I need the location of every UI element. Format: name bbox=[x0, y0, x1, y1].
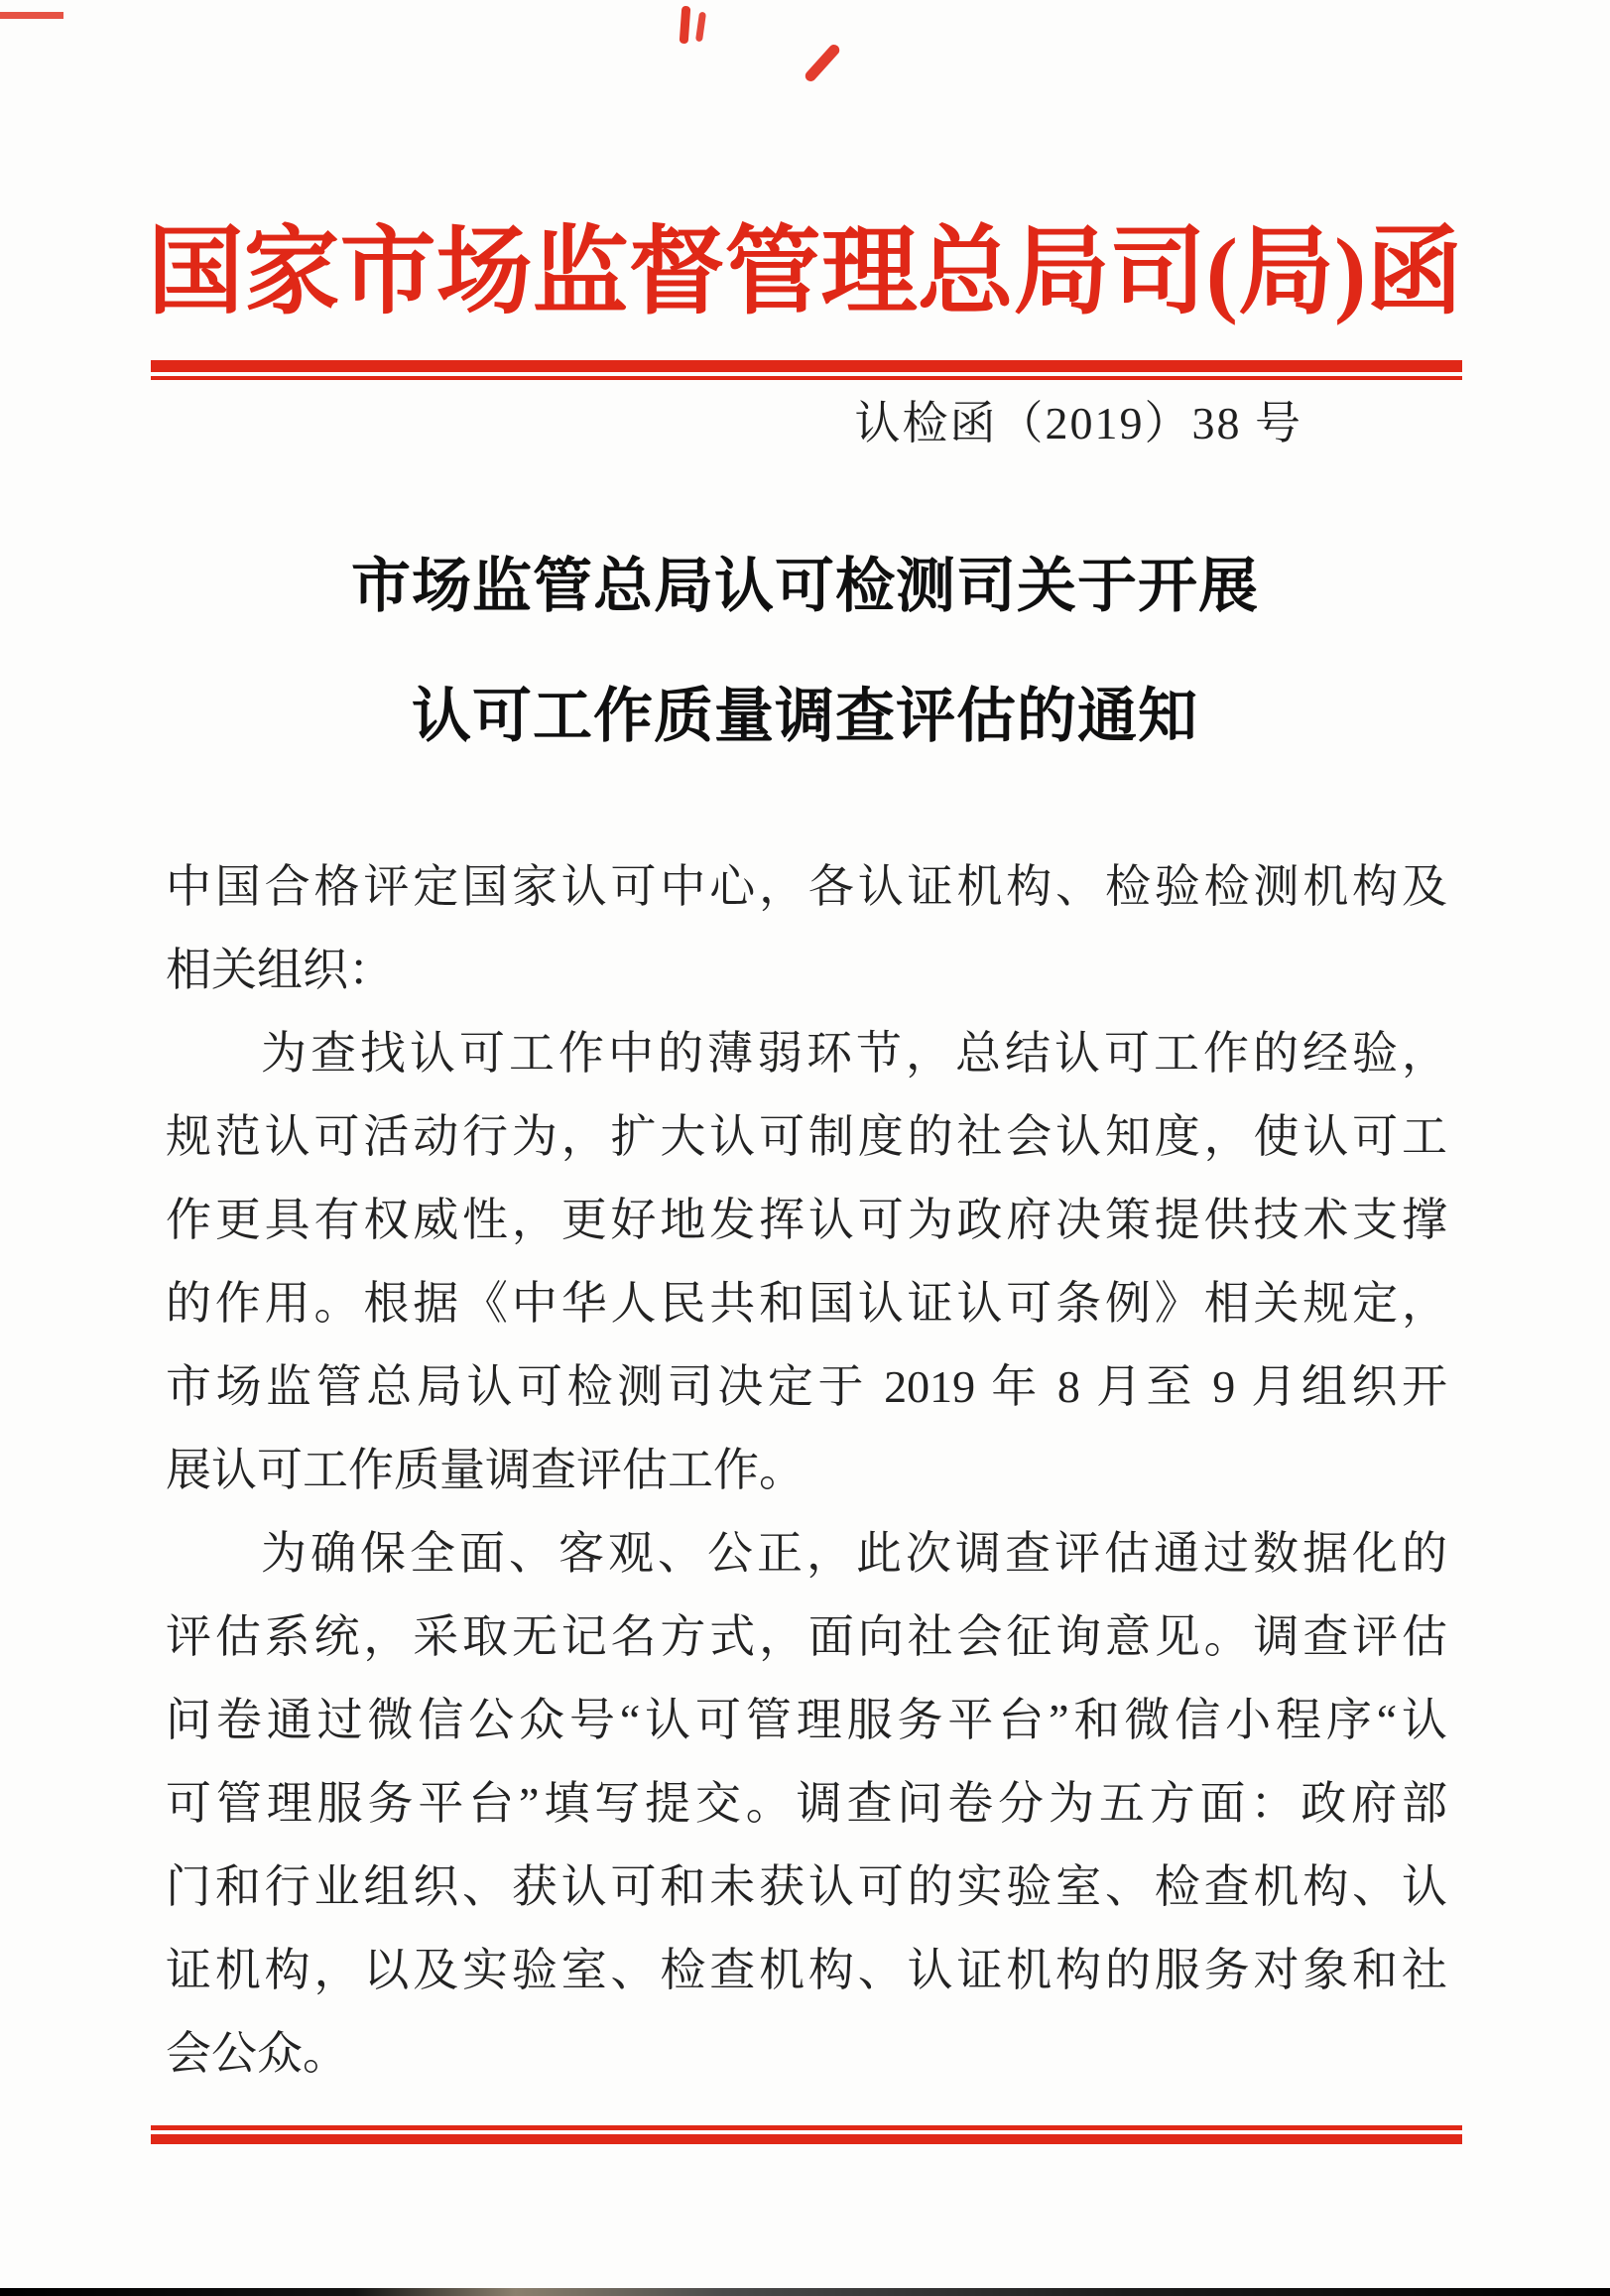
body-line: 为查找认可工作中的薄弱环节，总结认可工作的经验， bbox=[261, 1028, 1447, 1079]
rule-thick bbox=[151, 2134, 1462, 2144]
body-line: 规范认可活动行为，扩大认可制度的社会认知度，使认可工 bbox=[166, 1111, 1447, 1162]
body-line: 评估系统，采取无记名方式，面向社会征询意见。调查评估 bbox=[166, 1611, 1447, 1662]
red-ink-artifact bbox=[695, 12, 706, 43]
body-line: 市场监管总局认可检测司决定于 2019 年 8 月至 9 月组织开 bbox=[166, 1361, 1447, 1412]
body-line: 门和行业组织、获认可和未获认可的实验室、检查机构、认 bbox=[166, 1861, 1447, 1912]
rule-thin bbox=[151, 2125, 1462, 2130]
double-rule-top bbox=[151, 360, 1462, 380]
body-line: 会公众。 bbox=[166, 2028, 348, 2079]
doc-number: 认检函（2019）38 号 bbox=[854, 398, 1302, 448]
body-line: 相关组织： bbox=[166, 945, 394, 995]
red-ink-artifact bbox=[804, 43, 842, 84]
notice-title-line1: 市场监管总局认可检测司关于开展 bbox=[351, 554, 1259, 619]
rule-thin bbox=[151, 376, 1462, 380]
body-line: 为确保全面、客观、公正，此次调查评估通过数据化的 bbox=[261, 1528, 1447, 1579]
double-rule-bottom bbox=[151, 2125, 1462, 2144]
body-line: 作更具有权威性，更好地发挥认可为政府决策提供技术支撑 bbox=[166, 1195, 1447, 1245]
red-ink-artifact bbox=[0, 12, 63, 19]
letterhead-title: 国家市场监督管理总局司(局)函 bbox=[147, 219, 1463, 325]
body-line: 证机构，以及实验室、检查机构、认证机构的服务对象和社 bbox=[166, 1945, 1447, 1995]
body-line: 中国合格评定国家认可中心，各认证机构、检验检测机构及 bbox=[166, 861, 1447, 912]
body-line: 的作用。根据《中华人民共和国认证认可条例》相关规定， bbox=[166, 1278, 1447, 1329]
scan-edge-artifact bbox=[0, 2288, 1610, 2296]
red-ink-artifact bbox=[680, 6, 691, 45]
body-line: 问卷通过微信公众号“认可管理服务平台”和微信小程序“认 bbox=[166, 1695, 1447, 1745]
body-line: 可管理服务平台”填写提交。调查问卷分为五方面：政府部 bbox=[166, 1778, 1447, 1829]
body-line: 展认可工作质量调查评估工作。 bbox=[166, 1445, 805, 1495]
notice-title-line2: 认可工作质量调查评估的通知 bbox=[412, 684, 1198, 749]
notice-title bbox=[0, 522, 1610, 782]
body-text bbox=[166, 845, 1447, 2096]
rule-thick bbox=[151, 360, 1462, 372]
